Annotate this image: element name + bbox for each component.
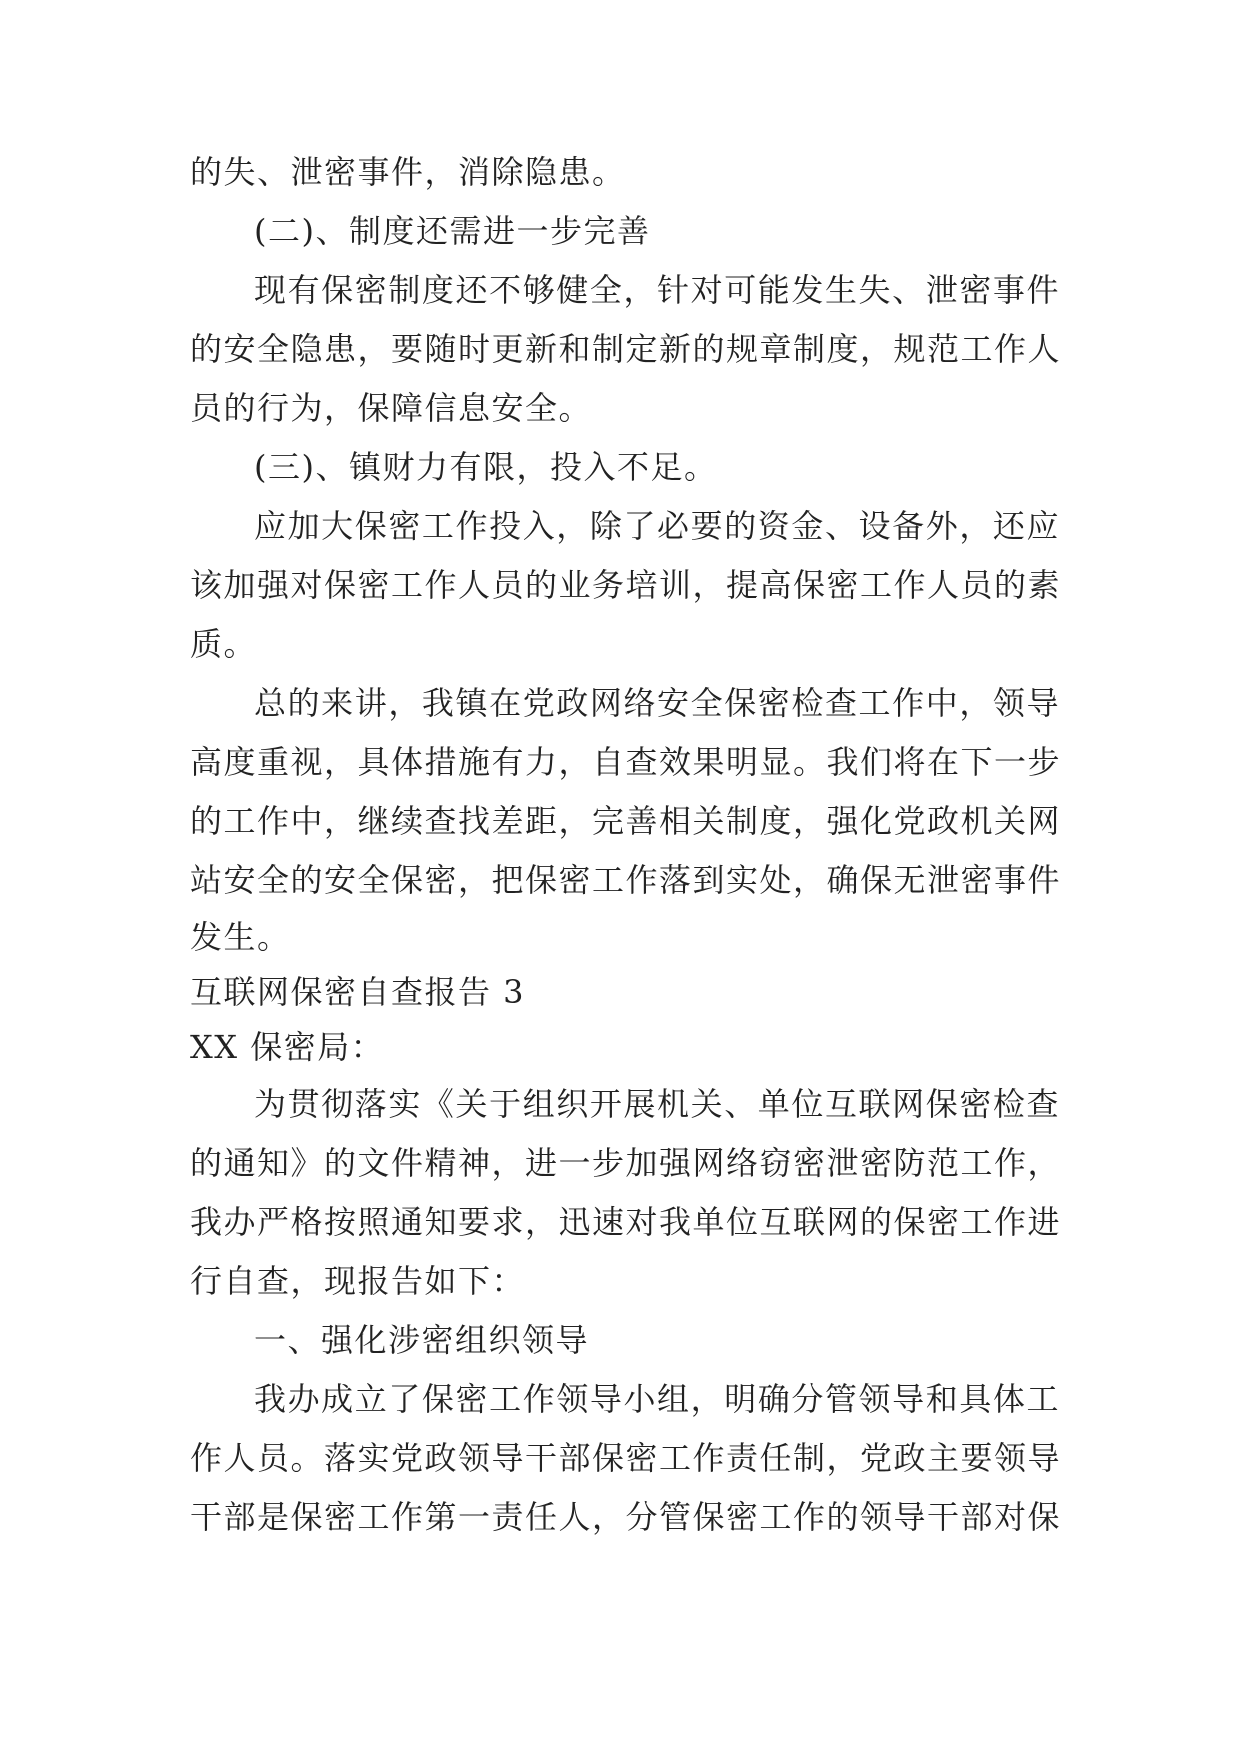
section-heading-3: [190, 438, 1060, 497]
text-line: (三)、镇财力有限，投入不足。: [254, 448, 718, 486]
paragraph-intro: [190, 1075, 1060, 1311]
paragraph-summary: [190, 674, 1060, 965]
paragraph-leadership: [190, 1370, 1060, 1547]
text-line: 现有保密制度还不够健全，针对可能发生失、泄密事件: [254, 271, 1060, 309]
text-line: 站安全的安全保密，把保密工作落到实处，确保无泄密事件: [190, 861, 1062, 899]
text-line: 我办严格按照通知要求，迅速对我单位互联网的保密工作进: [190, 1203, 1062, 1241]
addressee: [190, 1020, 1060, 1075]
text-line: 一、强化涉密组织领导: [254, 1321, 590, 1359]
document-page: [190, 143, 1060, 1547]
section-heading-2: [190, 202, 1060, 261]
text-line: (二)、制度还需进一步完善: [254, 212, 651, 250]
text-line: 质。: [190, 625, 258, 663]
text-line: 行自查，现报告如下：: [190, 1262, 526, 1300]
text-line: 的安全隐患，要随时更新和制定新的规章制度，规范工作人: [190, 330, 1062, 368]
section-heading-one: [190, 1311, 1060, 1370]
text-line: 高度重视，具体措施有力，自查效果明显。我们将在下一步: [190, 743, 1062, 781]
text-line: 干部是保密工作第一责任人，分管保密工作的领导干部对保: [190, 1498, 1062, 1536]
text-line: 为贯彻落实《关于组织开展机关、单位互联网保密检查: [254, 1085, 1060, 1123]
text-line: 互联网保密自查报告 3: [190, 973, 526, 1011]
text-line: 的通知》的文件精神，进一步加强网络窃密泄密防范工作，: [190, 1144, 1062, 1182]
paragraph-continuation: [190, 143, 1060, 202]
text-line: 我办成立了保密工作领导小组，明确分管领导和具体工: [254, 1380, 1060, 1418]
paragraph-system: [190, 261, 1060, 438]
text-line: 总的来讲，我镇在党政网络安全保密检查工作中，领导: [254, 684, 1060, 722]
text-line: 的失、泄密事件，消除隐患。: [190, 153, 626, 191]
text-line: 该加强对保密工作人员的业务培训，提高保密工作人员的素: [190, 566, 1062, 604]
text-line: 员的行为，保障信息安全。: [190, 389, 593, 427]
text-line: 发生。: [190, 918, 291, 956]
text-line: XX 保密局：: [190, 1028, 385, 1066]
text-line: 应加大保密工作投入，除了必要的资金、设备外，还应: [254, 507, 1060, 545]
report-title: [190, 965, 1060, 1020]
text-line: 的工作中，继续查找差距，完善相关制度，强化党政机关网: [190, 802, 1062, 840]
paragraph-investment: [190, 497, 1060, 674]
text-line: 作人员。落实党政领导干部保密工作责任制，党政主要领导: [190, 1439, 1062, 1477]
